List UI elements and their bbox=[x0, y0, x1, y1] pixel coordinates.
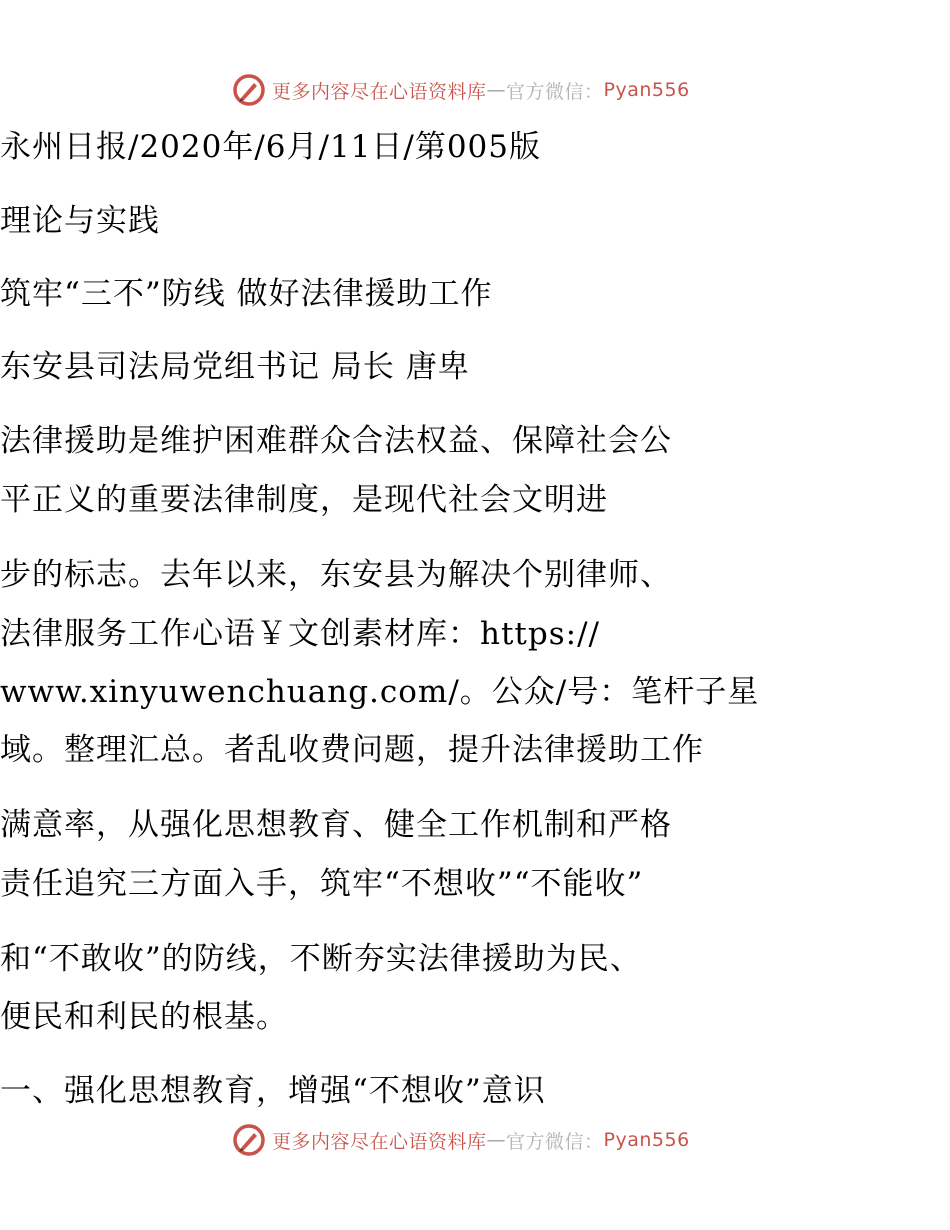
author-line: 东安县司法局党组书记 局长 唐卑 bbox=[0, 349, 470, 385]
watermark-wechat-id: Pyan556 bbox=[603, 79, 690, 101]
watermark-wechat-label: 官方微信： bbox=[506, 80, 604, 103]
column-heading: 理论与实践 bbox=[0, 203, 160, 239]
watermark-dash: — bbox=[486, 1129, 507, 1151]
paragraph-line: 平正义的重要法律制度，是现代社会文明进 bbox=[0, 482, 608, 518]
article-title: 筑牢“三不”防线 做好法律援助工作 bbox=[0, 276, 493, 312]
paragraph-line: www.xinyuwenchuang.com/。公众/号：笔杆子星 bbox=[0, 674, 760, 710]
watermark-wechat-id: Pyan556 bbox=[603, 1129, 690, 1151]
paragraph-line: 法律服务工作心语￥文创素材库：https:// bbox=[0, 616, 600, 652]
paragraph-line: 法律援助是维护困难群众合法权益、保障社会公 bbox=[0, 423, 672, 459]
watermark-wechat-label: 官方微信： bbox=[506, 1130, 604, 1153]
paragraph-line: 步的标志。去年以来，东安县为解决个别律师、 bbox=[0, 557, 672, 593]
paragraph-line: 便民和利民的根基。 bbox=[0, 999, 288, 1035]
footer-watermark bbox=[232, 1122, 690, 1158]
section-heading: 一、强化思想教育，增强“不想收”意识 bbox=[0, 1073, 546, 1109]
source-line: 永州日报/2020年/6月/11日/第005版 bbox=[0, 129, 542, 165]
paragraph-line: 满意率，从强化思想教育、健全工作机制和严格 bbox=[0, 807, 672, 843]
pen-logo-icon bbox=[232, 1123, 266, 1157]
paragraph-line: 责任追究三方面入手，筑牢“不想收”“不能收” bbox=[0, 866, 644, 902]
pen-logo-icon bbox=[232, 73, 266, 107]
header-watermark bbox=[232, 72, 690, 108]
watermark-dash: — bbox=[486, 79, 507, 101]
paragraph-line: 和“不敢收”的防线，不断夯实法律援助为民、 bbox=[0, 941, 642, 977]
paragraph-line: 域。整理汇总。者乱收费问题，提升法律援助工作 bbox=[0, 732, 704, 768]
watermark-text: 更多内容尽在心语资料库 bbox=[272, 80, 487, 103]
watermark-text: 更多内容尽在心语资料库 bbox=[272, 1130, 487, 1153]
